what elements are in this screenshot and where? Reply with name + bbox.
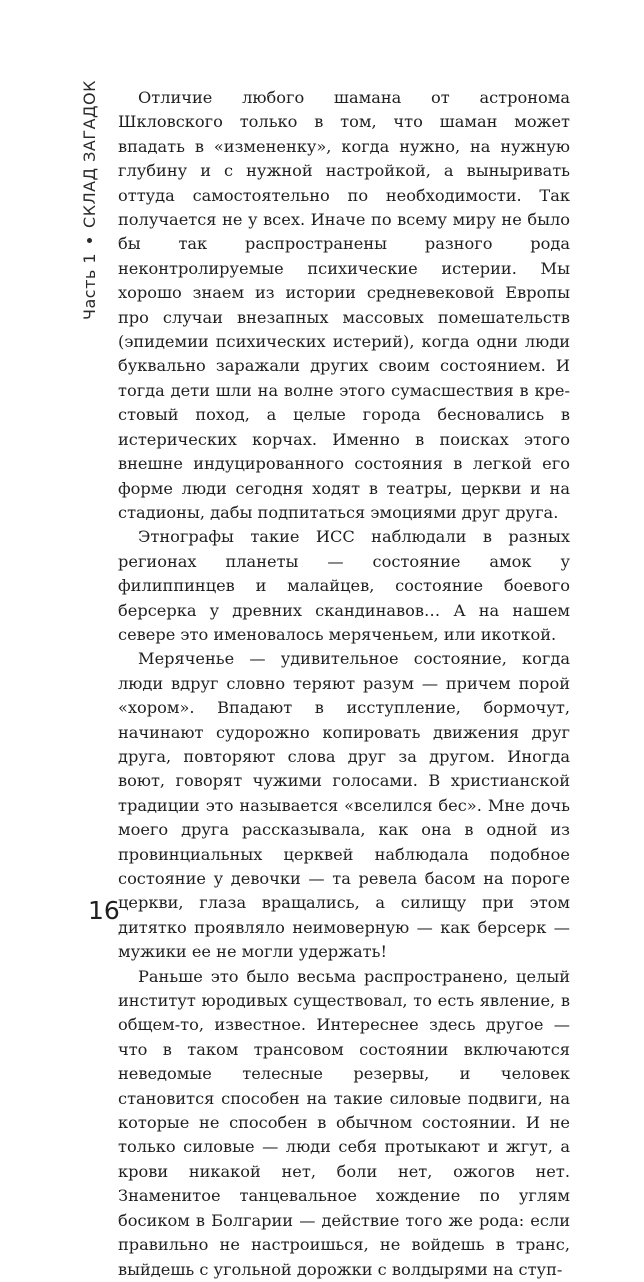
page-number: 16: [88, 896, 120, 925]
paragraph-2: Этнографы такие ИСС наблюдали в разных регионах планеты — состояние амок у филиппинцев и малайцев, состояние боевого берсерка у древних скандинавов… А на нашем севере это именовалось меряченьем, или икоткой.: [118, 527, 570, 644]
paragraph-1: Отличие любого шамана от астронома Шкловского только в том, что шаман может впадать в «измененку», когда нужно, на нужную глубину и с нужной настройкой, а выныривать оттуда самостоятельно по необходимости. Так получается не у всех. Иначе по всему миру не было бы так распространены разного рода неконтролируемые психические истерии. Мы хорошо знаем из истории средневековой Европы про случаи внезапных массовых помешательств (эпидемии психических истерий), когда одни люди буквально заражали других своим состоянием. И тогда дети шли на волне этого сумасшествия в крестовый поход, а целые города бесновались в истерических корчах. Именно в поисках этого внешне индуцированного состояния в легкой его форме люди сегодня ходят в театры, церкви и на стадионы, дабы подпитаться эмоциями друг друга.: [118, 88, 570, 522]
bullet-separator-icon: [87, 238, 92, 243]
running-header: [80, 80, 99, 320]
paragraph-4: Раньше это было весьма распространено, целый институт юродивых существовал, то есть явление, в общем-то, известное. Интереснее здесь другое — что в таком трансовом состоянии включаются неведомые телесные резервы, и человек становится способен на такие силовые подвиги, на которые не способен в обычном состоянии. И не только силовые — люди себя протыкают и жгут, а крови никакой нет, боли нет, ожогов нет. Знаменитое танцевальное хождение по углям босиком в Болгарии — действие того же рода: если правильно не настроишься, не войдешь в транс, выйдешь с угольной дорожки с волдырями на ступ-: [118, 966, 570, 1279]
running-header-part: Часть 1: [80, 252, 99, 320]
body-text: [118, 86, 570, 1282]
running-header-section: СКЛАД ЗАГАДОК: [80, 80, 99, 228]
paragraph-3: Меряченье — удивительное состояние, когда люди вдруг словно теряют разум — причем порой «хором». Впадают в исступление, бормочут, начинают судорожно копировать движения друг друга, повторяют слова друг за другом. Иногда воют, говорят чужими голосами. В христианской традиции это называется «вселился бес». Мне дочь моего друга рассказывала, как она в одной из провинциальных церквей наблюдала подобное состояние у девочки — та ревела басом на пороге церкви, глаза вращались, а силищу при этом дитятко проявляло неимоверную — как берсерк — мужики ее не могли удержать!: [118, 649, 570, 962]
